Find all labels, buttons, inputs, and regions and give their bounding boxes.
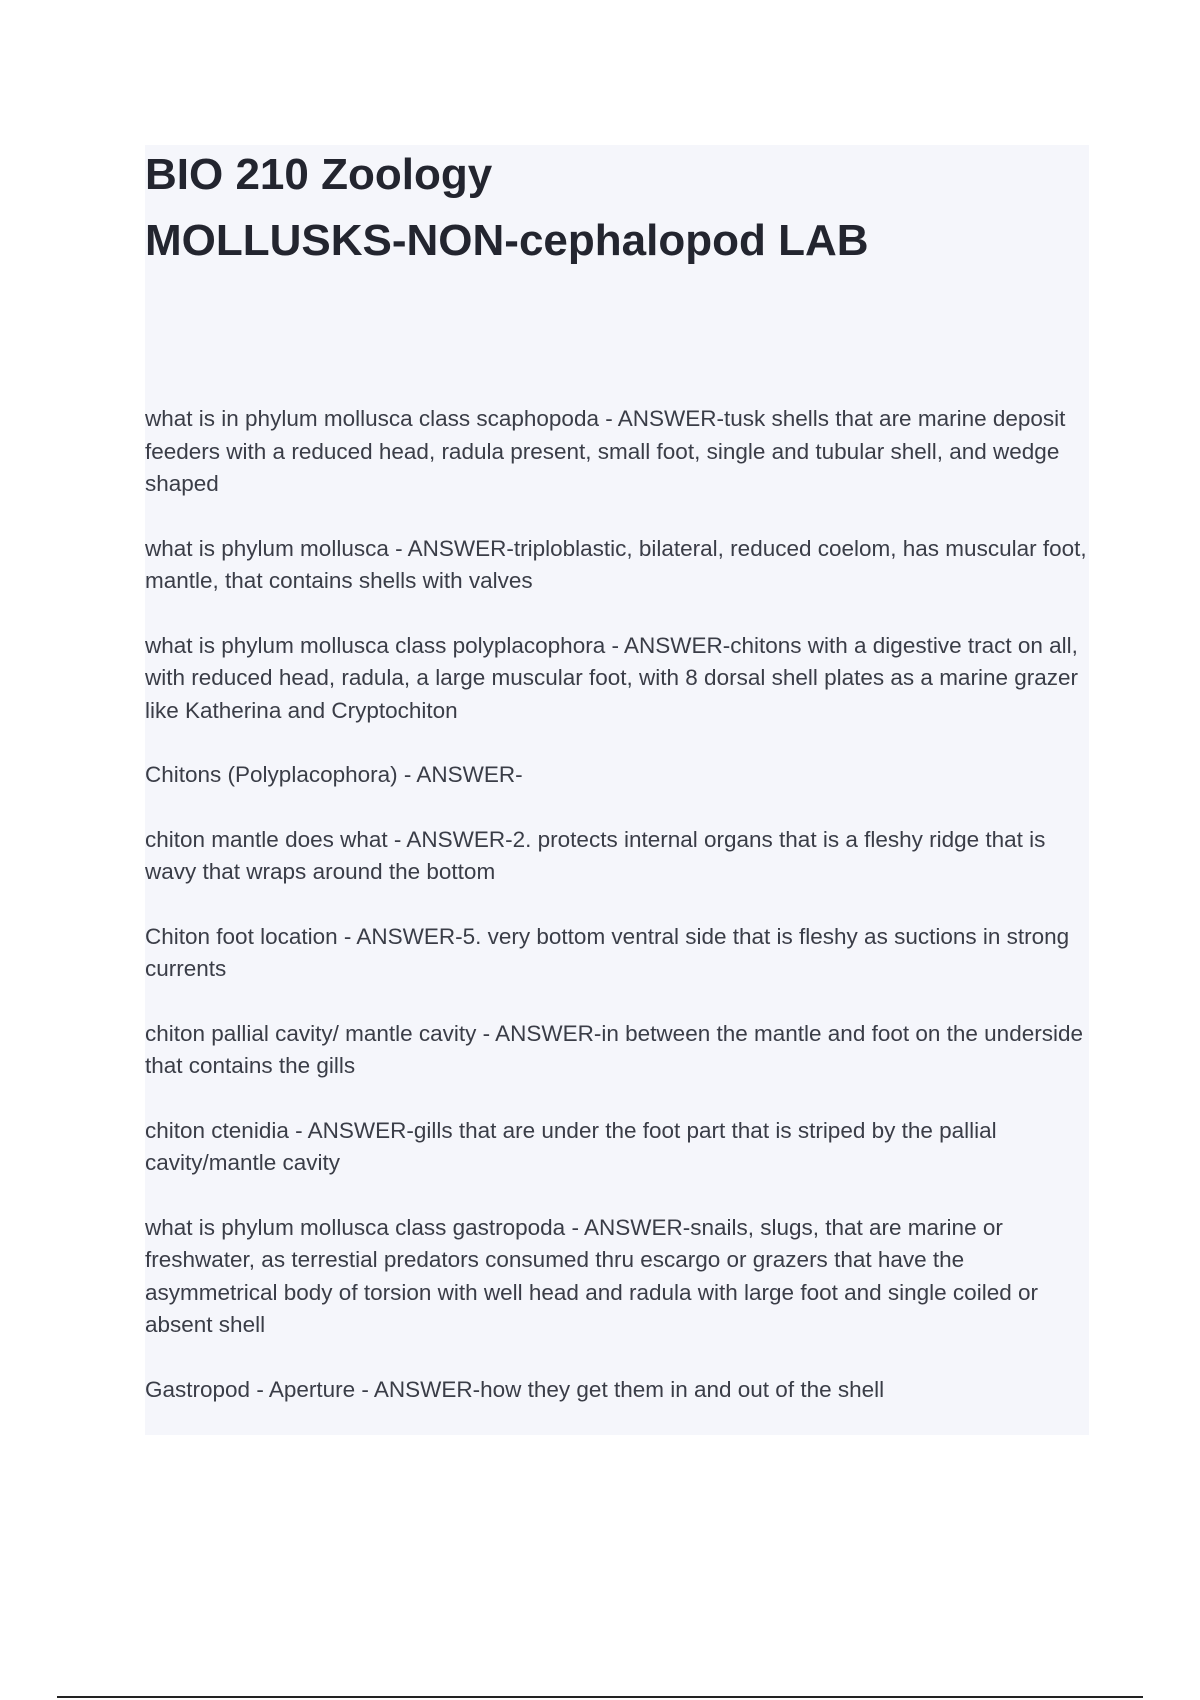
- qa-entry-chiton-foot: Chiton foot location - ANSWER-5. very bottom ventral side that is fleshy as suctions in strong currents: [145, 923, 1070, 981]
- qa-entry-chitons: Chitons (Polyplacophora) - ANSWER-: [145, 762, 523, 787]
- qa-entry-chiton-mantle: chiton mantle does what - ANSWER-2. protects internal organs that is a fleshy ridge that is wavy that wraps around the bottom: [145, 826, 1046, 884]
- page-footer-rule: [57, 1696, 1143, 1698]
- qa-entry-gastropod-aperture: Gastropod - Aperture - ANSWER-how they get them in and out of the shell: [145, 1376, 885, 1402]
- qa-entry-scaphopoda: what is in phylum mollusca class scaphopoda - ANSWER-tusk shells that are marine deposit feeders with a reduced head, radula present, small foot, single and tubular shell, and wedge shaped: [145, 406, 1066, 496]
- qa-entry-polyplacophora: what is phylum mollusca class polyplacophora - ANSWER-chitons with a digestive tract on all, with reduced head, radula, a large muscular foot, with 8 dorsal shell plates as a marine grazer like Katherina and Cryptochiton: [145, 632, 1078, 723]
- qa-entry-phylum-mollusca: what is phylum mollusca - ANSWER-triploblastic, bilateral, reduced coelom, has muscular foot, mantle, that contains shells with valves: [145, 535, 1087, 593]
- qa-entry-gastropoda: what is phylum mollusca class gastropoda - ANSWER-snails, slugs, that are marine or freshwater, as terrestial predators consumed thru escargo or grazers that have the asymmetrical body of torsion with well head and radula with large foot and single coiled or absent shell: [145, 1214, 1038, 1337]
- title-line-1: BIO 210 Zoology: [145, 150, 493, 199]
- qa-entry-chiton-pallial-cavity: chiton pallial cavity/ mantle cavity - ANSWER-in between the mantle and foot on the underside that contains the gills: [145, 1020, 1083, 1078]
- title-line-2: MOLLUSKS-NON-cephalopod LAB: [145, 216, 869, 265]
- document-title: [145, 142, 1089, 274]
- qa-entry-chiton-ctenidia: chiton ctenidia - ANSWER-gills that are under the foot part that is striped by the pallial cavity/mantle cavity: [145, 1117, 997, 1175]
- qa-list: [145, 403, 1089, 1438]
